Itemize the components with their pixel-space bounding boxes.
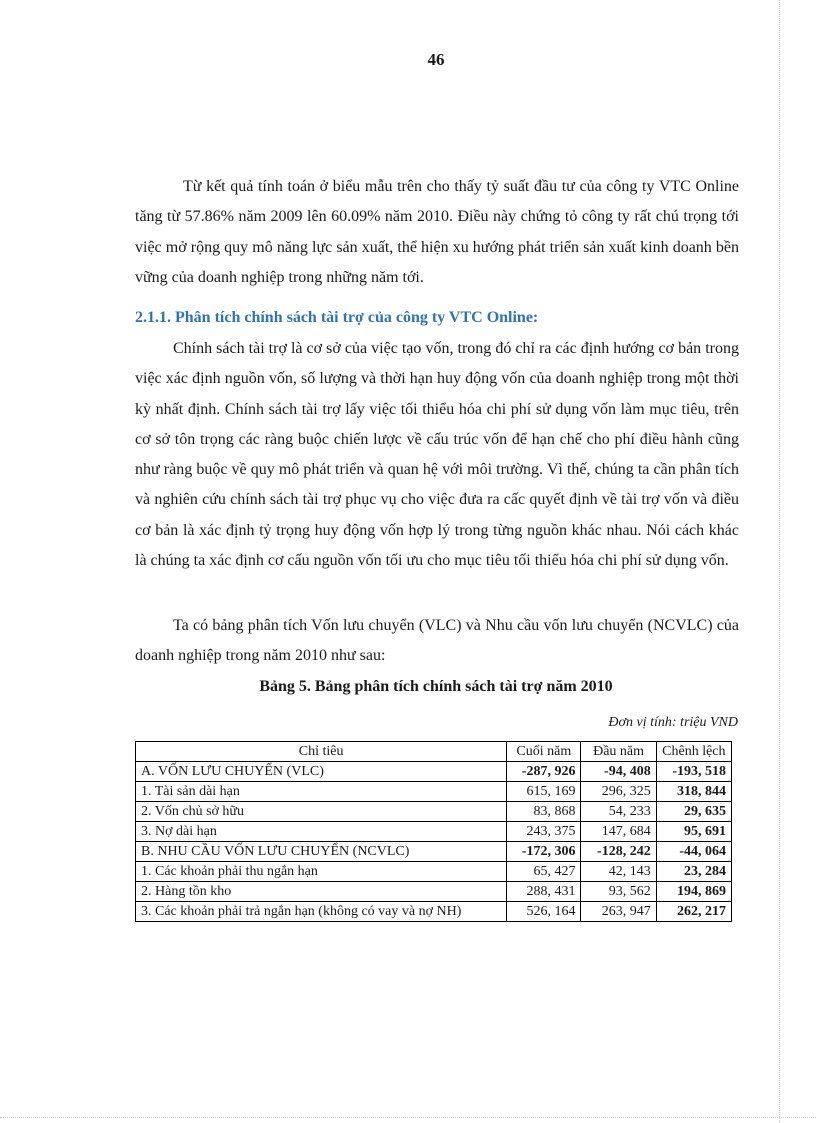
row-name: 1. Tài sản dài hạn: [136, 782, 507, 802]
unit-note: Đơn vị tính: triệu VND: [608, 715, 738, 730]
row-name: 2. Hàng tồn kho: [136, 882, 507, 902]
row-diff-value: 194, 869: [656, 882, 731, 902]
row-end-value: -287, 926: [507, 762, 581, 782]
page-number: 46: [427, 50, 445, 69]
row-name: 3. Các khoản phải trả ngắn hạn (không có vay và nợ NH): [136, 902, 507, 922]
header-end-of-year: Cuối năm: [507, 742, 581, 762]
row-diff-value: 262, 217: [656, 902, 731, 922]
row-diff-value: -193, 518: [656, 762, 731, 782]
row-end-value: 243, 375: [507, 822, 581, 842]
row-start-value: 263, 947: [581, 902, 656, 922]
page-border-bottom: [0, 1117, 816, 1118]
row-diff-value: 95, 691: [656, 822, 731, 842]
row-start-value: 42, 143: [581, 862, 656, 882]
row-start-value: 93, 562: [581, 882, 656, 902]
row-end-value: 615, 169: [507, 782, 581, 802]
row-diff-value: 29, 635: [656, 802, 731, 822]
row-end-value: 83, 868: [507, 802, 581, 822]
table-row: [136, 782, 732, 802]
row-start-value: -94, 408: [581, 762, 656, 782]
row-end-value: -172, 306: [507, 842, 581, 862]
row-start-value: -128, 242: [581, 842, 656, 862]
row-diff-value: -44, 064: [656, 842, 731, 862]
row-start-value: 296, 325: [581, 782, 656, 802]
row-end-value: 65, 427: [507, 862, 581, 882]
financing-policy-table: [135, 741, 732, 922]
row-name: 2. Vốn chủ sở hữu: [136, 802, 507, 822]
table-row: [136, 902, 732, 922]
paragraph-table-intro: Ta có bảng phân tích Vốn lưu chuyển (VLC) và Nhu cầu vốn lưu chuyển (NCVLC) của doanh nghiệp trong năm 2010 như sau:: [135, 617, 739, 665]
header-start-of-year: Đầu năm: [581, 742, 656, 762]
row-name: B. NHU CẦU VỐN LƯU CHUYỂN (NCVLC): [136, 842, 507, 862]
row-end-value: 526, 164: [507, 902, 581, 922]
table-row: [136, 862, 732, 882]
header-indicator: Chỉ tiêu: [136, 742, 507, 762]
section-heading: 2.1.1. Phân tích chính sách tài trợ của công ty VTC Online:: [135, 309, 539, 326]
table-row: [136, 762, 732, 782]
row-start-value: 147, 684: [581, 822, 656, 842]
header-difference: Chênh lệch: [656, 742, 731, 762]
row-name: 1. Các khoản phải thu ngắn hạn: [136, 862, 507, 882]
page-border-right: [779, 0, 780, 1123]
table-row: [136, 842, 732, 862]
table-header-row: [136, 742, 732, 762]
paragraph-investment-ratio: Từ kết quả tính toán ở biểu mẫu trên cho thấy tỷ suất đầu tư của công ty VTC Online tăng từ 57.86% năm 2009 lên 60.09% năm 2010. Điều này chứng tỏ công ty rất chú trọng tới việc mở rộng quy mô năng lực sản xuất, thể hiện xu hướng phát triển sản xuất kinh doanh bền vững của doanh nghiệp trong những năm tới.: [135, 178, 739, 286]
row-diff-value: 23, 284: [656, 862, 731, 882]
table-row: [136, 822, 732, 842]
row-start-value: 54, 233: [581, 802, 656, 822]
row-name: A. VỐN LƯU CHUYỂN (VLC): [136, 762, 507, 782]
table-row: [136, 802, 732, 822]
row-diff-value: 318, 844: [656, 782, 731, 802]
paragraph-financing-policy: Chính sách tài trợ là cơ sở của việc tạo vốn, trong đó chỉ ra các định hướng cơ bản trong việc xác định nguồn vốn, số lượng và thời hạn huy động vốn của doanh nghiệp trong một thời kỳ nhất định. Chính sách tài trợ lấy việc tối thiểu hóa chi phí sử dụng vốn làm mục tiêu, trên cơ sở tôn trọng các ràng buộc chiến lược về cấu trúc vốn để hạn chế cho phí điều hành cũng như ràng buộc về quy mô phát triển và quan hệ với môi trường. Vì thế, chúng ta cần phân tích và nghiên cứu chính sách tài trợ phục vụ cho việc đưa ra cấc quyết định về tài trợ vốn và điều cơ bản là xác định tỷ trọng huy động vốn hợp lý trong từng nguồn khác nhau. Nói cách khác là chúng ta xác định cơ cấu nguồn vốn tối ưu cho mục tiêu tối thiểu hóa chi phí sử dụng vốn.: [135, 340, 739, 570]
row-name: 3. Nợ dài hạn: [136, 822, 507, 842]
table-row: [136, 882, 732, 902]
table-title: Bảng 5. Bảng phân tích chính sách tài trợ năm 2010: [259, 678, 613, 695]
row-end-value: 288, 431: [507, 882, 581, 902]
